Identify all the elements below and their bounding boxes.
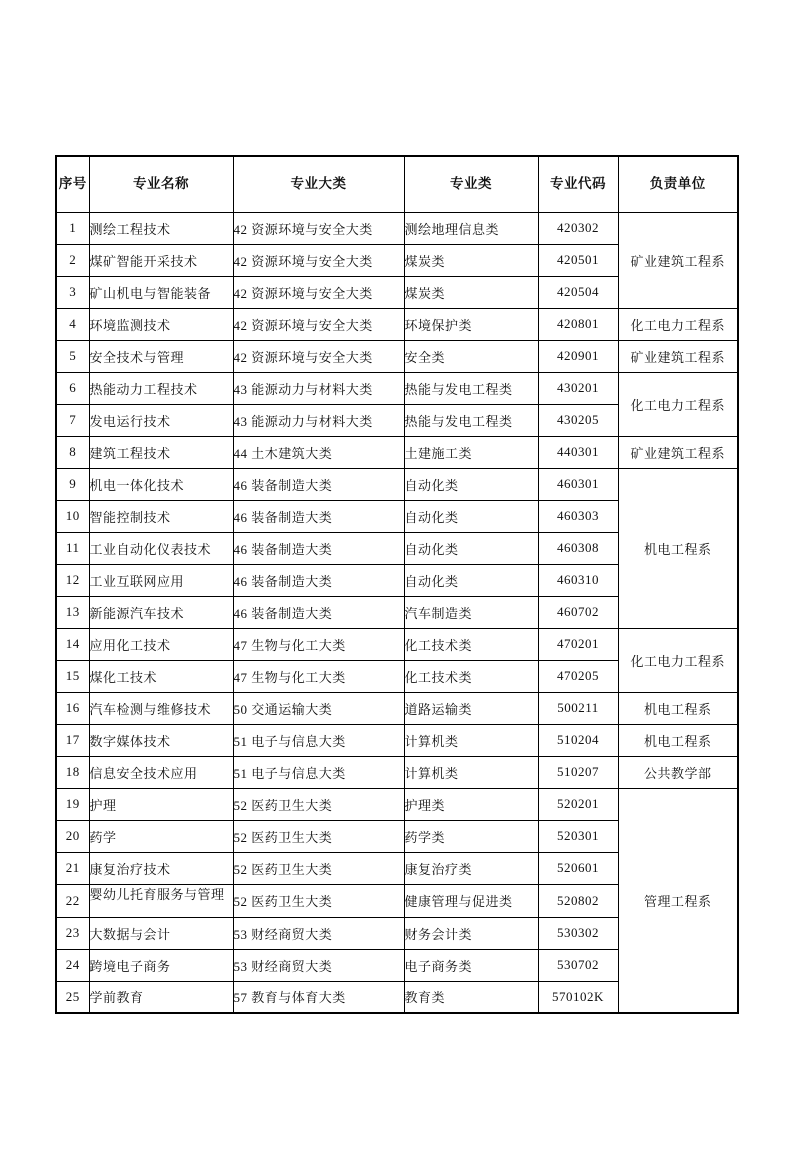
major-name-cell <box>89 372 233 404</box>
major-name-cell <box>89 436 233 468</box>
table-row <box>56 372 738 404</box>
column-header: 专业类 <box>404 156 538 212</box>
table-row <box>56 724 738 756</box>
major-class-cell: 安全类 <box>404 340 538 372</box>
major-code-cell: 520301 <box>538 820 618 852</box>
row-number-cell: 4 <box>56 308 89 340</box>
major-class-cell: 护理类 <box>404 788 538 820</box>
major-category-cell: 44 土木建筑大类 <box>233 436 404 468</box>
major-name-cell <box>89 692 233 724</box>
row-number-cell: 2 <box>56 244 89 276</box>
row-number-cell: 16 <box>56 692 89 724</box>
major-category-cell: 43 能源动力与材料大类 <box>233 372 404 404</box>
major-class-cell: 财务会计类 <box>404 917 538 949</box>
major-name-cell <box>89 404 233 436</box>
row-number-cell: 13 <box>56 596 89 628</box>
major-code-cell: 510204 <box>538 724 618 756</box>
column-header: 专业代码 <box>538 156 618 212</box>
table-row <box>56 340 738 372</box>
major-category-cell: 46 装备制造大类 <box>233 468 404 500</box>
major-name-text: 婴幼儿托育服务与管理 <box>89 886 225 902</box>
major-name-text: 智能控制技术 <box>89 509 171 525</box>
row-number-cell: 10 <box>56 500 89 532</box>
row-number-cell: 23 <box>56 917 89 949</box>
major-name-text: 安全技术与管理 <box>89 349 185 365</box>
major-category-cell: 53 财经商贸大类 <box>233 949 404 981</box>
major-name-cell <box>89 820 233 852</box>
major-class-cell: 热能与发电工程类 <box>404 372 538 404</box>
row-number-cell: 8 <box>56 436 89 468</box>
major-code-cell: 470201 <box>538 628 618 660</box>
responsible-unit-cell: 机电工程系 <box>618 468 738 628</box>
major-class-cell: 热能与发电工程类 <box>404 404 538 436</box>
header-row <box>56 156 738 212</box>
major-category-cell: 42 资源环境与安全大类 <box>233 212 404 244</box>
majors-table <box>55 155 739 1014</box>
major-class-cell: 康复治疗类 <box>404 852 538 884</box>
row-number-cell: 22 <box>56 884 89 917</box>
responsible-unit-cell: 管理工程系 <box>618 788 738 1013</box>
major-code-cell: 470205 <box>538 660 618 692</box>
column-header: 专业名称 <box>89 156 233 212</box>
major-name-text: 药学 <box>89 829 117 845</box>
responsible-unit-cell: 矿业建筑工程系 <box>618 212 738 308</box>
row-number-cell: 3 <box>56 276 89 308</box>
row-number-cell: 20 <box>56 820 89 852</box>
major-class-cell: 土建施工类 <box>404 436 538 468</box>
major-name-cell <box>89 564 233 596</box>
major-category-cell: 51 电子与信息大类 <box>233 756 404 788</box>
major-class-cell: 教育类 <box>404 981 538 1013</box>
major-code-cell: 530702 <box>538 949 618 981</box>
major-code-cell: 530302 <box>538 917 618 949</box>
responsible-unit-cell: 矿业建筑工程系 <box>618 436 738 468</box>
major-category-cell: 47 生物与化工大类 <box>233 660 404 692</box>
major-name-text: 护理 <box>89 797 117 813</box>
table-row <box>56 756 738 788</box>
row-number-cell: 5 <box>56 340 89 372</box>
row-number-cell: 12 <box>56 564 89 596</box>
major-code-cell: 420302 <box>538 212 618 244</box>
major-category-cell: 46 装备制造大类 <box>233 500 404 532</box>
major-category-cell: 42 资源环境与安全大类 <box>233 340 404 372</box>
major-category-cell: 46 装备制造大类 <box>233 596 404 628</box>
major-name-cell <box>89 500 233 532</box>
major-name-cell <box>89 340 233 372</box>
table-header-row <box>56 156 738 212</box>
major-name-text: 工业自动化仪表技术 <box>89 541 212 557</box>
major-name-text: 数字媒体技术 <box>89 733 171 749</box>
responsible-unit-cell: 化工电力工程系 <box>618 372 738 436</box>
row-number-cell: 25 <box>56 981 89 1013</box>
major-class-cell: 煤炭类 <box>404 244 538 276</box>
major-code-cell: 460301 <box>538 468 618 500</box>
major-category-cell: 42 资源环境与安全大类 <box>233 244 404 276</box>
major-name-cell <box>89 244 233 276</box>
major-name-cell <box>89 981 233 1013</box>
major-code-cell: 420501 <box>538 244 618 276</box>
table-row <box>56 468 738 500</box>
major-class-cell: 自动化类 <box>404 532 538 564</box>
responsible-unit-cell: 机电工程系 <box>618 692 738 724</box>
major-class-cell: 测绘地理信息类 <box>404 212 538 244</box>
responsible-unit-cell: 公共教学部 <box>618 756 738 788</box>
major-category-cell: 50 交通运输大类 <box>233 692 404 724</box>
major-code-cell: 460308 <box>538 532 618 564</box>
major-category-cell: 57 教育与体育大类 <box>233 981 404 1013</box>
major-category-cell: 52 医药卫生大类 <box>233 884 404 917</box>
row-number-cell: 21 <box>56 852 89 884</box>
major-category-cell: 46 装备制造大类 <box>233 532 404 564</box>
major-class-cell: 电子商务类 <box>404 949 538 981</box>
major-name-text: 新能源汽车技术 <box>89 605 185 621</box>
major-name-cell <box>89 276 233 308</box>
responsible-unit-cell: 化工电力工程系 <box>618 628 738 692</box>
responsible-unit-cell: 化工电力工程系 <box>618 308 738 340</box>
major-category-cell: 53 财经商贸大类 <box>233 917 404 949</box>
row-number-cell: 9 <box>56 468 89 500</box>
major-code-cell: 510207 <box>538 756 618 788</box>
major-class-cell: 道路运输类 <box>404 692 538 724</box>
major-category-cell: 43 能源动力与材料大类 <box>233 404 404 436</box>
major-code-cell: 420801 <box>538 308 618 340</box>
major-code-cell: 420901 <box>538 340 618 372</box>
table-row <box>56 628 738 660</box>
major-code-cell: 520802 <box>538 884 618 917</box>
major-name-cell <box>89 788 233 820</box>
major-name-text: 热能动力工程技术 <box>89 381 198 397</box>
major-category-cell: 46 装备制造大类 <box>233 564 404 596</box>
major-name-text: 矿山机电与智能装备 <box>89 285 212 301</box>
major-name-cell <box>89 308 233 340</box>
row-number-cell: 15 <box>56 660 89 692</box>
major-name-text: 信息安全技术应用 <box>89 765 198 781</box>
major-code-cell: 520601 <box>538 852 618 884</box>
major-class-cell: 化工技术类 <box>404 628 538 660</box>
column-header: 负责单位 <box>618 156 738 212</box>
major-category-cell: 52 医药卫生大类 <box>233 788 404 820</box>
major-category-cell: 52 医药卫生大类 <box>233 852 404 884</box>
major-name-cell <box>89 852 233 884</box>
major-class-cell: 自动化类 <box>404 564 538 596</box>
major-category-cell: 51 电子与信息大类 <box>233 724 404 756</box>
major-name-text: 建筑工程技术 <box>89 445 171 461</box>
responsible-unit-cell: 矿业建筑工程系 <box>618 340 738 372</box>
major-name-text: 环境监测技术 <box>89 317 171 333</box>
row-number-cell: 6 <box>56 372 89 404</box>
major-name-cell <box>89 596 233 628</box>
major-class-cell: 计算机类 <box>404 756 538 788</box>
major-name-text: 汽车检测与维修技术 <box>89 701 212 717</box>
major-class-cell: 煤炭类 <box>404 276 538 308</box>
major-name-cell <box>89 949 233 981</box>
major-code-cell: 430201 <box>538 372 618 404</box>
major-name-cell <box>89 660 233 692</box>
column-header: 专业大类 <box>233 156 404 212</box>
table-body <box>56 212 738 1013</box>
major-code-cell: 430205 <box>538 404 618 436</box>
major-code-cell: 420504 <box>538 276 618 308</box>
row-number-cell: 19 <box>56 788 89 820</box>
major-name-text: 发电运行技术 <box>89 413 171 429</box>
major-name-text: 康复治疗技术 <box>89 861 171 877</box>
major-code-cell: 500211 <box>538 692 618 724</box>
major-name-cell <box>89 212 233 244</box>
table-row <box>56 308 738 340</box>
major-category-cell: 52 医药卫生大类 <box>233 820 404 852</box>
major-class-cell: 健康管理与促进类 <box>404 884 538 917</box>
column-header: 序号 <box>56 156 89 212</box>
table-row <box>56 692 738 724</box>
major-name-text: 工业互联网应用 <box>89 573 185 589</box>
major-name-cell <box>89 468 233 500</box>
major-name-cell <box>89 532 233 564</box>
row-number-cell: 11 <box>56 532 89 564</box>
major-code-cell: 460310 <box>538 564 618 596</box>
major-name-text: 测绘工程技术 <box>89 221 171 237</box>
major-name-cell <box>89 756 233 788</box>
major-name-text: 应用化工技术 <box>89 637 171 653</box>
major-name-text: 大数据与会计 <box>89 926 171 942</box>
row-number-cell: 1 <box>56 212 89 244</box>
major-name-cell <box>89 724 233 756</box>
major-code-cell: 440301 <box>538 436 618 468</box>
major-name-text: 煤化工技术 <box>89 669 158 685</box>
row-number-cell: 24 <box>56 949 89 981</box>
responsible-unit-cell: 机电工程系 <box>618 724 738 756</box>
major-class-cell: 环境保护类 <box>404 308 538 340</box>
row-number-cell: 18 <box>56 756 89 788</box>
major-code-cell: 570102K <box>538 981 618 1013</box>
major-name-cell <box>89 917 233 949</box>
table-row <box>56 788 738 820</box>
major-name-text: 机电一体化技术 <box>89 477 185 493</box>
major-code-cell: 460303 <box>538 500 618 532</box>
row-number-cell: 14 <box>56 628 89 660</box>
major-name-cell <box>89 884 233 917</box>
major-name-cell <box>89 628 233 660</box>
major-name-text: 跨境电子商务 <box>89 958 171 974</box>
major-name-text: 煤矿智能开采技术 <box>89 253 198 269</box>
major-class-cell: 计算机类 <box>404 724 538 756</box>
major-category-cell: 42 资源环境与安全大类 <box>233 308 404 340</box>
major-class-cell: 自动化类 <box>404 468 538 500</box>
table-row <box>56 212 738 244</box>
major-class-cell: 化工技术类 <box>404 660 538 692</box>
major-name-text: 学前教育 <box>89 990 144 1006</box>
table-row <box>56 436 738 468</box>
row-number-cell: 7 <box>56 404 89 436</box>
major-class-cell: 汽车制造类 <box>404 596 538 628</box>
major-code-cell: 520201 <box>538 788 618 820</box>
major-code-cell: 460702 <box>538 596 618 628</box>
major-class-cell: 自动化类 <box>404 500 538 532</box>
row-number-cell: 17 <box>56 724 89 756</box>
major-class-cell: 药学类 <box>404 820 538 852</box>
major-category-cell: 47 生物与化工大类 <box>233 628 404 660</box>
major-category-cell: 42 资源环境与安全大类 <box>233 276 404 308</box>
